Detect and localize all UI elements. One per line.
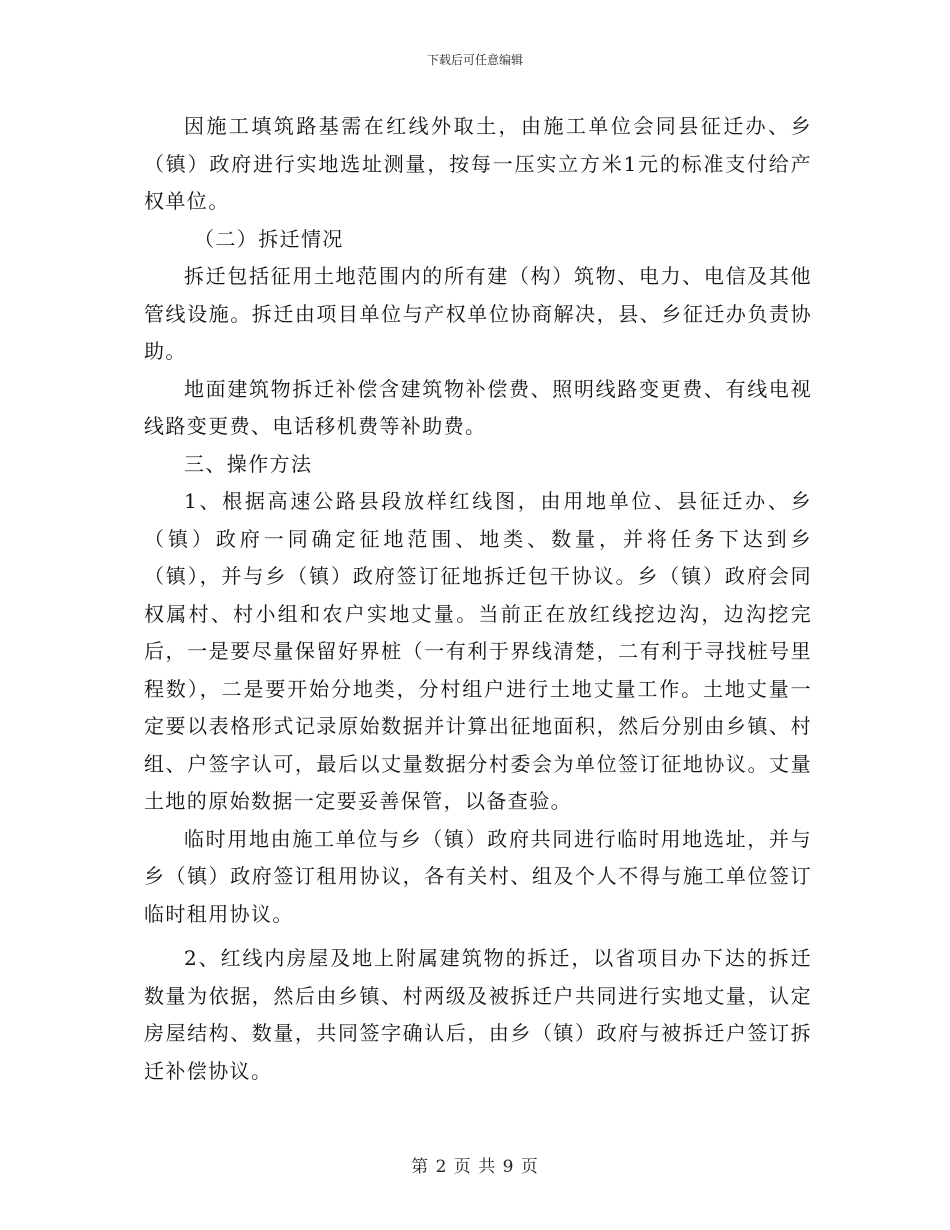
paragraph-temporary-land: 临时用地由施工单位与乡（镇）政府共同进行临时用地选址，并与乡（镇）政府签订租用协议，各有关村、组及个人不得与施工单位签订临时租用协议。	[144, 826, 812, 926]
section-heading-demolition: （二）拆迁情况	[194, 226, 344, 251]
paragraph-compensation-items: 地面建筑物拆迁补偿含建筑物补偿费、照明线路变更费、有线电视线路变更费、电话移机费等补助费。	[144, 376, 812, 438]
paragraph-earth-borrowing: 因施工填筑路基需在红线外取土，由施工单位会同县征迁办、乡（镇）政府进行实地选址测量，按每一压实立方米1元的标准支付给产权单位。	[144, 114, 812, 213]
paragraph-demolition-scope: 拆迁包括征用土地范围内的所有建（构）筑物、电力、电信及其他管线设施。拆迁由项目单位与产权单位协商解决，县、乡征迁办负责协助。	[144, 264, 812, 363]
section-heading-methods: 三、操作方法	[184, 451, 313, 476]
paragraph-method-2: 2、红线内房屋及地上附属建筑物的拆迁，以省项目办下达的拆迁数量为依据，然后由乡镇、村两级及被拆迁户共同进行实地丈量，认定房屋结构、数量，共同签字确认后，由乡（镇）政府与被拆迁户签订拆迁补偿协议。	[144, 946, 812, 1083]
page-header-note: 下载后可任意编辑	[426, 53, 523, 67]
page-number: 第 2 页 共 9 页	[411, 1157, 539, 1177]
document-body	[144, 108, 812, 1090]
paragraph-method-1: 1、根据高速公路县段放样红线图，由用地单位、县征迁办、乡（镇）政府一同确定征地范围、地类、数量，并将任务下达到乡（镇），并与乡（镇）政府签订征地拆迁包干协议。乡（镇）政府会同权属村、村小组和农户实地丈量。当前正在放红线挖边沟，边沟挖完后，一是要尽量保留好界桩（一有利于界线清楚，二有利于寻找桩号里程数），二是要开始分地类，分村组户进行土地丈量工作。土地丈量一定要以表格形式记录原始数据并计算出征地面积，然后分别由乡镇、村组、户签字认可，最后以丈量数据分村委会为单位签订征地协议。丈量土地的原始数据一定要妥善保管，以备查验。	[144, 489, 812, 813]
